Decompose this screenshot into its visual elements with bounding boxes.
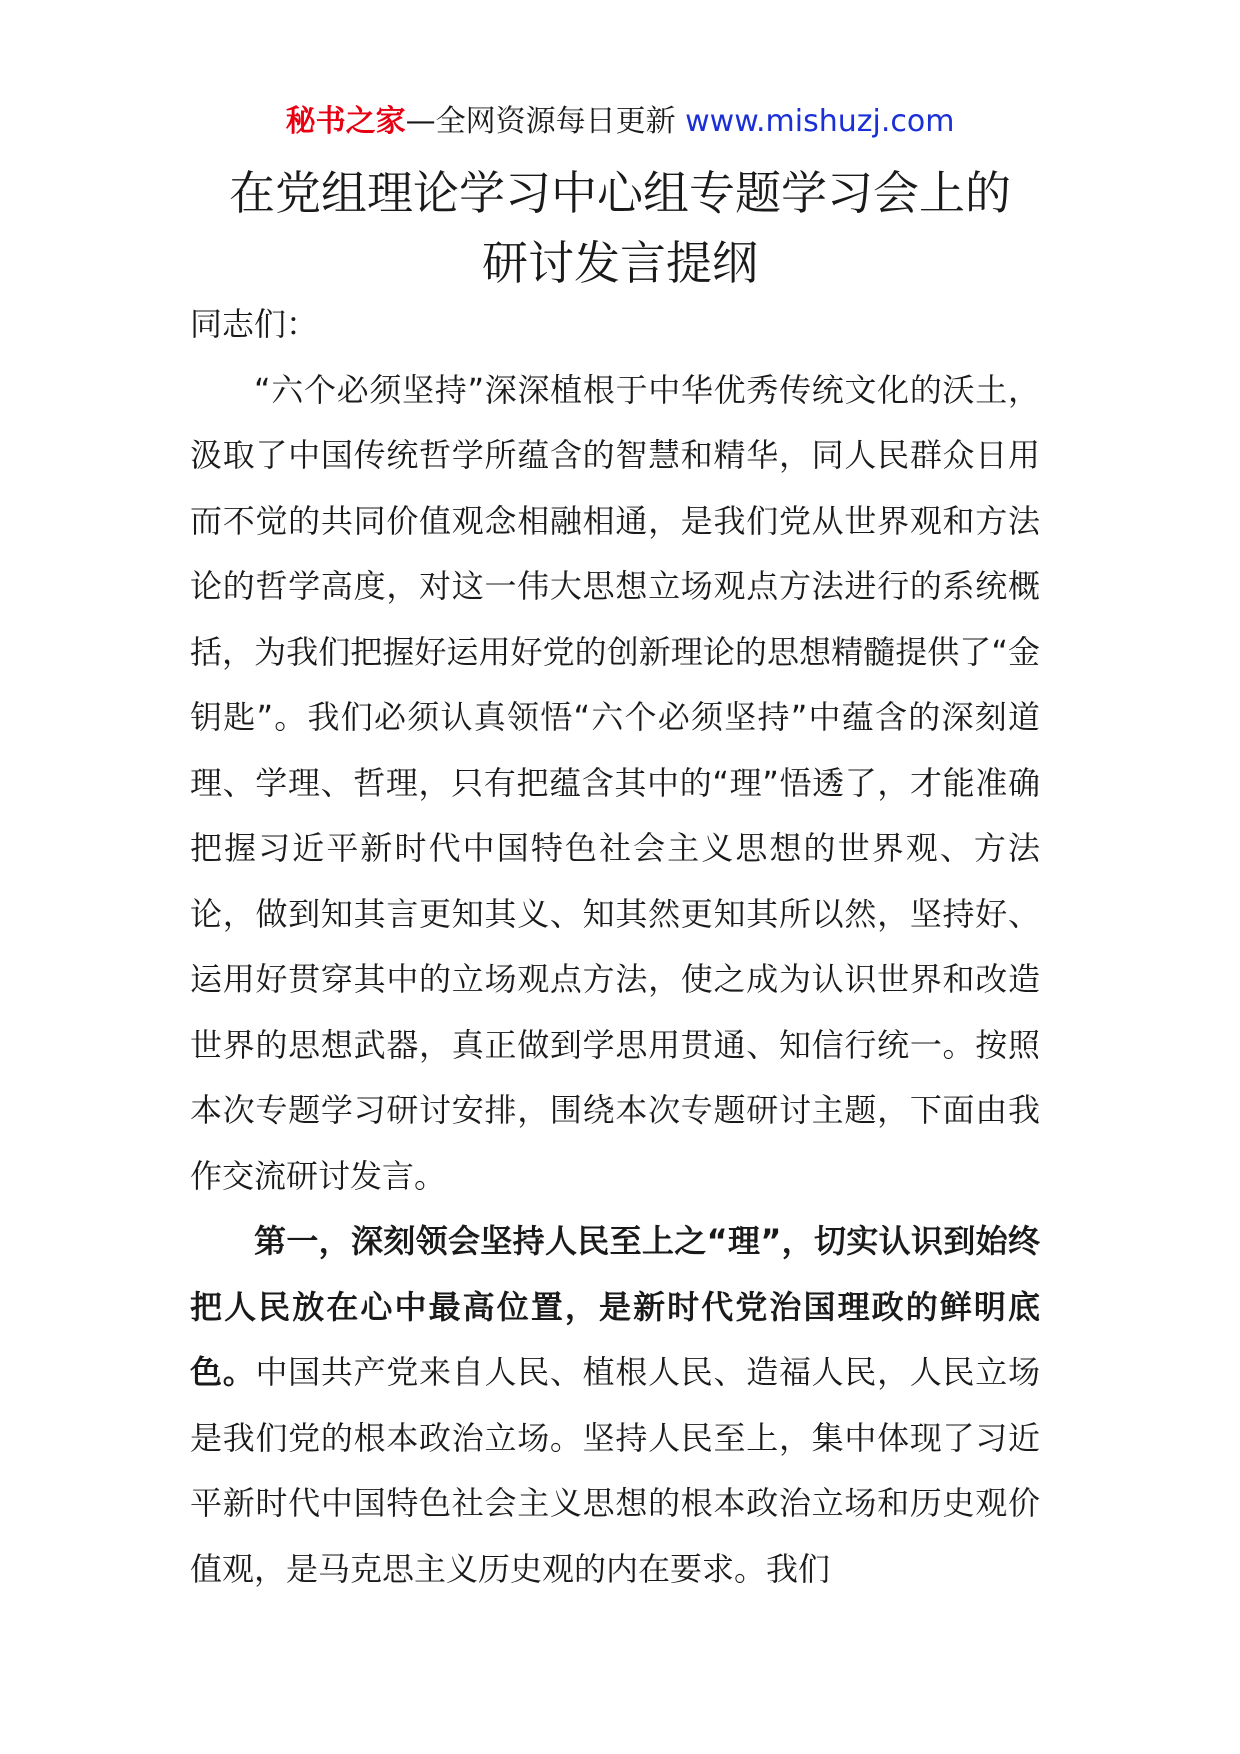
title-line-2: 研讨发言提纲 <box>482 236 758 290</box>
paragraph-point-one <box>190 1209 1040 1602</box>
site-header <box>0 100 1240 144</box>
point-one-text: 中国共产党来自人民、植根人民、造福人民，人民立场是我们党的根本政治立场。坚持人民至上，集中体现了习近平新时代中国特色社会主义思想的根本政治立场和历史观价值观，是马克思主义历史观的内在要求。我们 <box>190 1353 1040 1588</box>
header-tagline: —全网资源每日更新 <box>405 104 676 139</box>
salutation: 同志们： <box>190 305 319 343</box>
brand-name: 秘书之家 <box>285 104 406 139</box>
point-one-heading: 第一，深刻领会坚持人民至上之“理”，切实认识到始终把人民放在心中最高位置，是新时代党治国理政的鲜明底色。 <box>190 1222 1040 1391</box>
site-url-link[interactable]: www.mishuzj.com <box>685 104 955 139</box>
title-line-1: 在党组理论学习中心组专题学习会上的 <box>229 166 1011 220</box>
document-body <box>190 292 1040 1602</box>
paragraph-intro: “六个必须坚持”深深植根于中华优秀传统文化的沃土，汲取了中国传统哲学所蕴含的智慧和精华，同人民群众日用而不觉的共同价值观念相融相通，是我们党从世界观和方法论的哲学高度，对这一伟大思想立场观点方法进行的系统概括，为我们把握好运用好党的创新理论的思想精髓提供了“金钥匙”。我们必须认真领悟“六个必须坚持”中蕴含的深刻道理、学理、哲理，只有把蕴含其中的“理”悟透了，才能准确把握习近平新时代中国特色社会主义思想的世界观、方法论，做到知其言更知其义、知其然更知其所以然，坚持好、运用好贯穿其中的立场观点方法，使之成为认识世界和改造世界的思想武器，真正做到学思用贯通、知信行统一。按照本次专题学习研讨安排，围绕本次专题研讨主题，下面由我作交流研讨发言。 <box>190 370 1040 1195</box>
document-title <box>0 158 1240 298</box>
